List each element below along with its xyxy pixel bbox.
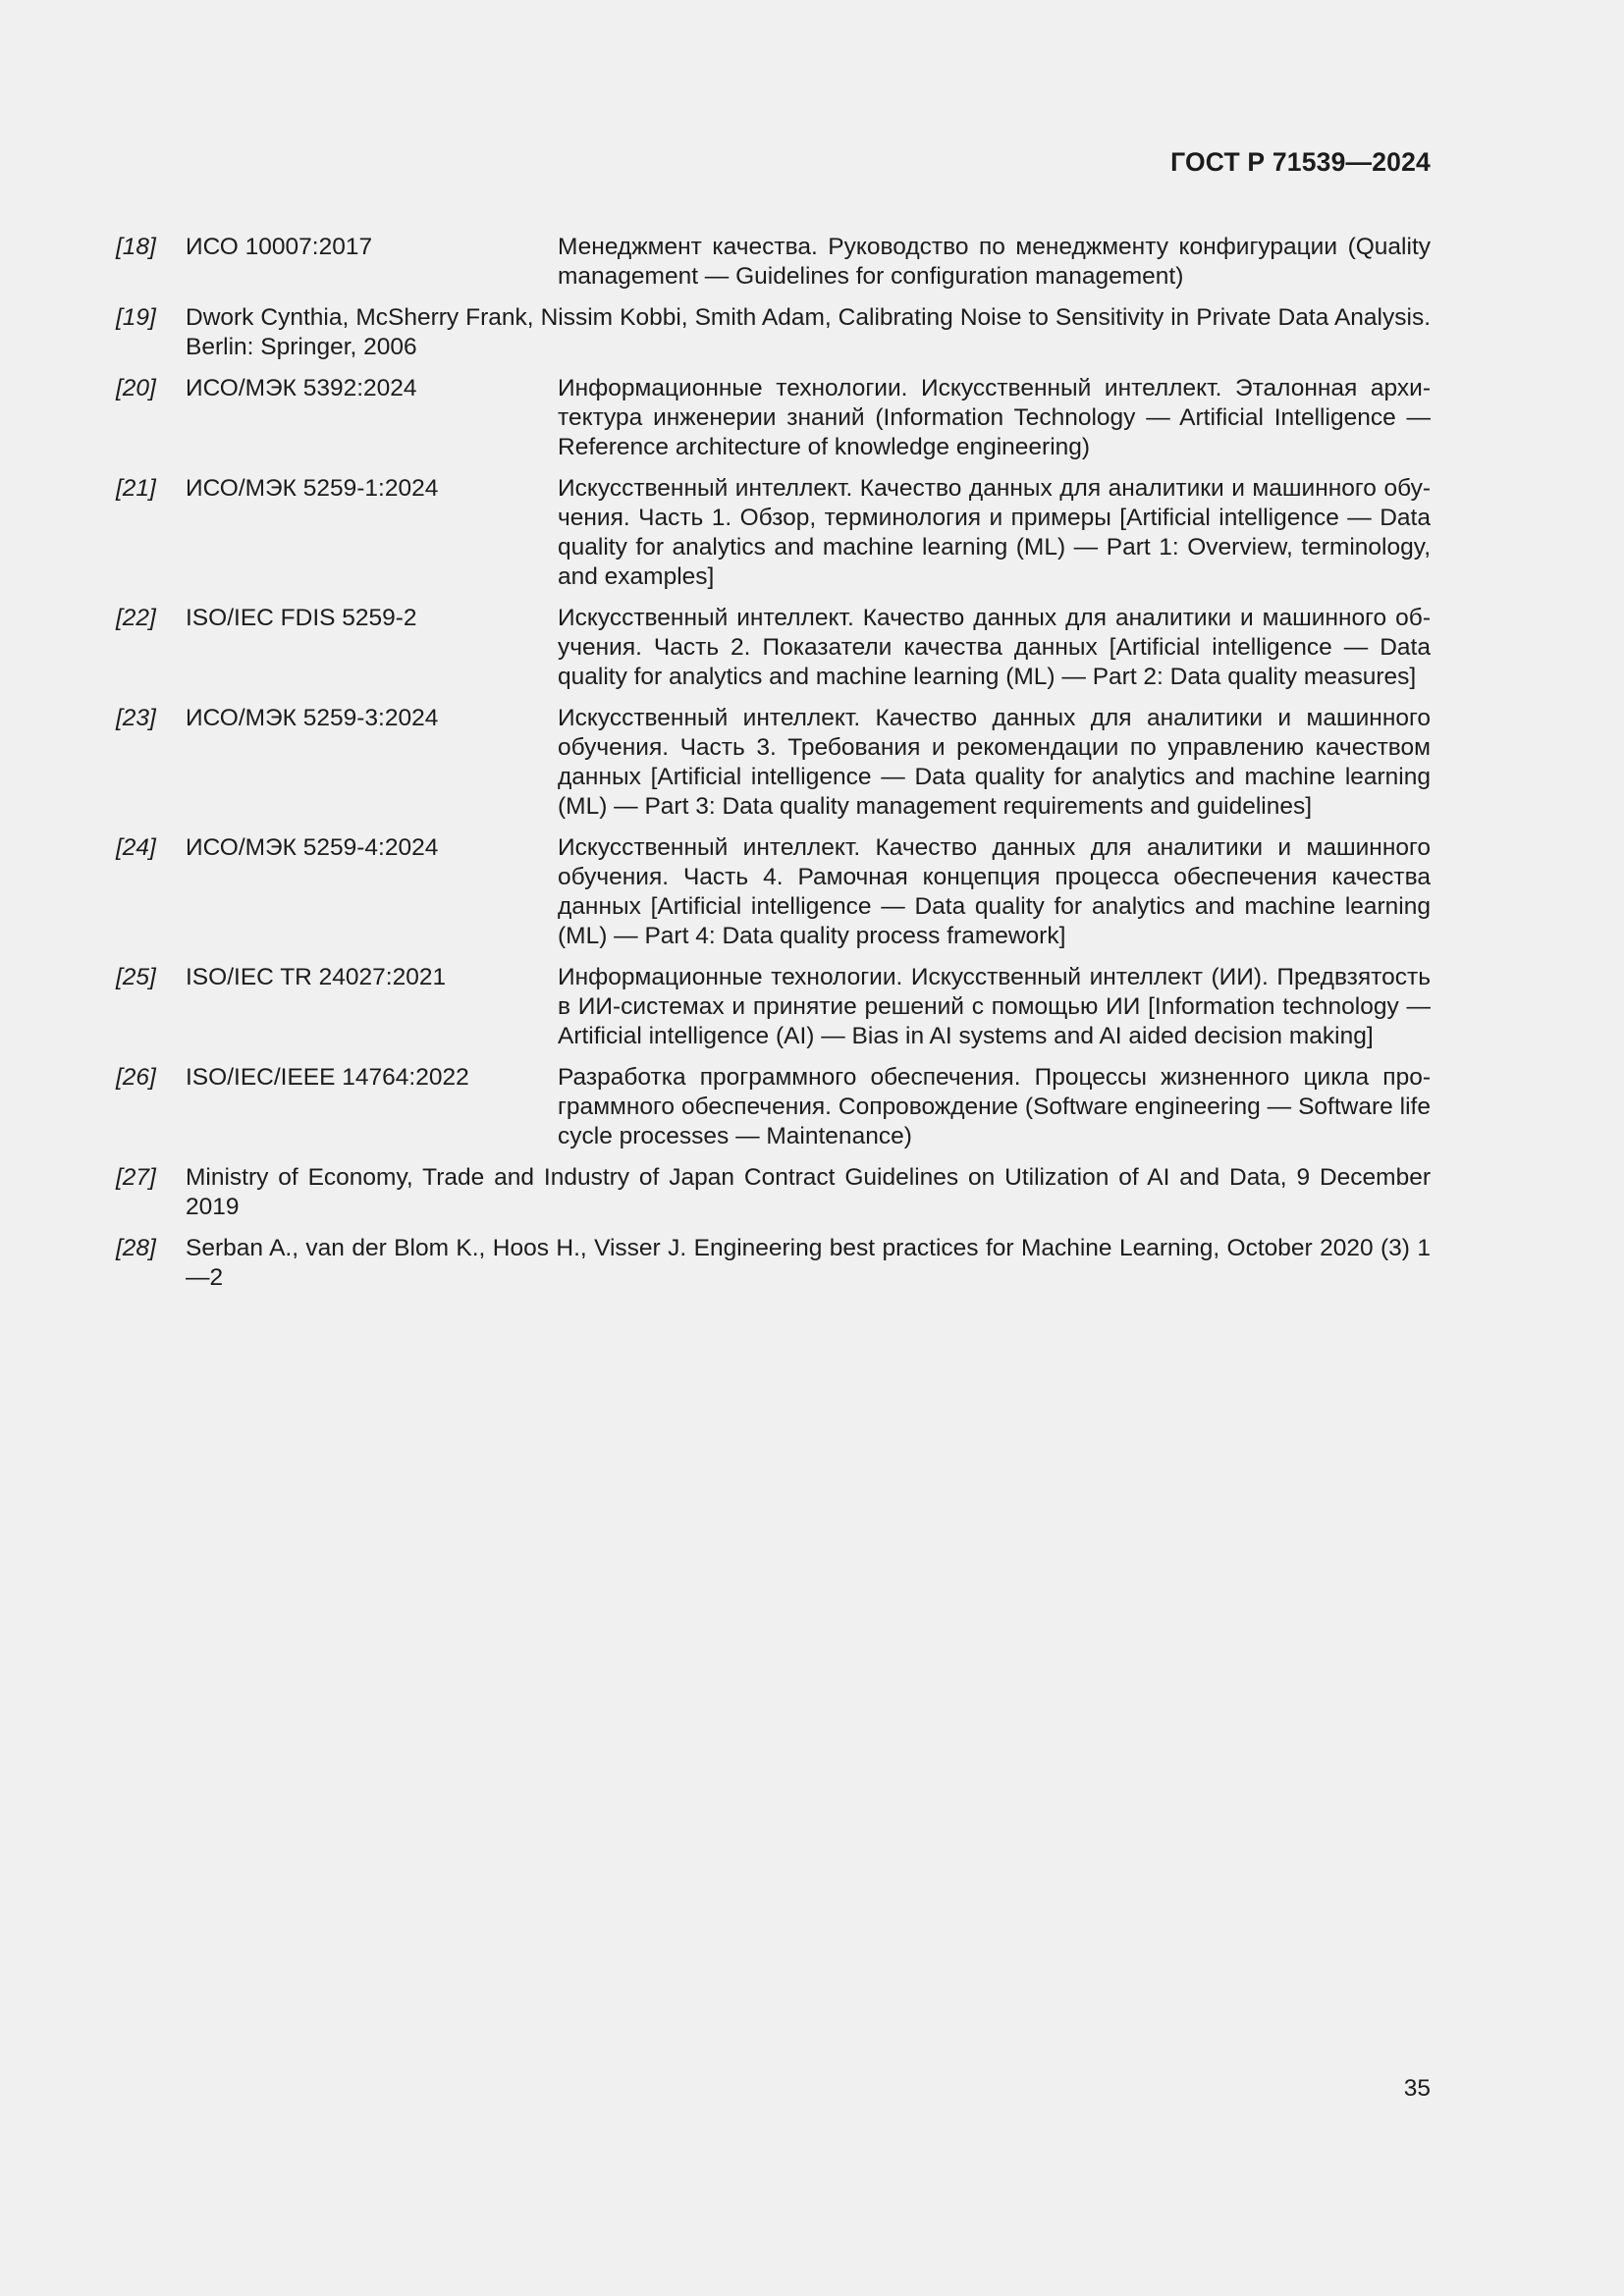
reference-22	[116, 604, 1431, 692]
reference-title: Менеджмент качества. Руководство по менеджменту конфигурации (Quality management — Guidelines for configuration management)	[558, 234, 1431, 290]
reference-18	[116, 233, 1431, 292]
reference-number: [26]	[116, 1064, 156, 1091]
document-id-header: ГОСТ Р 71539—2024	[1170, 147, 1431, 177]
reference-21	[116, 474, 1431, 592]
reference-code: ISO/IEC TR 24027:2021	[186, 964, 447, 990]
reference-title: Разработка программного обеспечения. Процессы жизненного цикла программного обеспечения. Сопровождение (Software engineering — Software life cycle processes — Maintenance)	[558, 1064, 1431, 1149]
reference-number: [19]	[116, 304, 156, 331]
reference-number: [25]	[116, 964, 156, 990]
reference-code: ИСО 10007:2017	[186, 234, 373, 260]
reference-number: [28]	[116, 1235, 156, 1261]
reference-26	[116, 1063, 1431, 1151]
reference-title: Информационные технологии. Искусственный интеллект. Эталонная архитектура инженерии знаний (Information Technology — Artificial Intelligence — Reference architecture of knowledge engineering)	[558, 375, 1431, 460]
reference-25	[116, 963, 1431, 1051]
reference-number: [20]	[116, 375, 156, 401]
reference-title: Информационные технологии. Искусственный интеллект (ИИ). Предвзятость в ИИ-системах и принятие решений с помощью ИИ [Information technology — Artificial intelligence (AI) — Bias in AI systems and AI aided decision making]	[558, 964, 1431, 1049]
reference-number: [27]	[116, 1164, 156, 1191]
reference-code: ISO/IEC FDIS 5259-2	[186, 605, 417, 631]
reference-code: ISO/IEC/IEEE 14764:2022	[186, 1064, 469, 1091]
reference-code: ИСО/МЭК 5259-1:2024	[186, 475, 439, 502]
reference-code: ИСО/МЭК 5392:2024	[186, 375, 417, 401]
document-page	[116, 0, 1431, 2296]
bibliography-list	[116, 233, 1431, 1305]
reference-title: Искусственный интеллект. Качество данных для аналитики и машинного обучения. Часть 1. Обзор, терминология и примеры [Artificial intelligence — Data quality for analytics and machine learning (ML) — Part 1: Overview, terminology, and examples]	[558, 475, 1431, 590]
reference-code: ИСО/МЭК 5259-4:2024	[186, 834, 439, 861]
reference-title: Искусственный интеллект. Качество данных для аналитики и машинного обучения. Часть 3. Требования и рекомендации по управлению качеством данных [Artificial intelligence — Data quality for analytics and machine learning (ML) — Part 3: Data quality management requirements and guidelines]	[558, 705, 1431, 820]
page-number: 35	[1403, 2075, 1431, 2102]
reference-text: Dwork Cynthia, McSherry Frank, Nissim Kobbi, Smith Adam, Calibrating Noise to Sensitivity in Private Data Analysis. Berlin: Springer, 2006	[186, 304, 1431, 360]
reference-23	[116, 704, 1431, 822]
reference-19	[116, 303, 1431, 362]
reference-number: [22]	[116, 605, 156, 631]
reference-title: Искусственный интеллект. Качество данных для аналитики и машинного обучения. Часть 2. Показатели качества данных [Artificial intelligence — Data quality for analytics and machine learning (ML) — Part 2: Data quality measures]	[558, 605, 1431, 690]
reference-code: ИСО/МЭК 5259-3:2024	[186, 705, 439, 731]
reference-number: [24]	[116, 834, 156, 861]
reference-27	[116, 1163, 1431, 1222]
reference-text: Serban A., van der Blom K., Hoos H., Visser J. Engineering best practices for Machine Learning, October 2020 (3) 1—2	[186, 1235, 1431, 1291]
reference-number: [21]	[116, 475, 156, 502]
reference-text: Ministry of Economy, Trade and Industry of Japan Contract Guidelines on Utilization of AI and Data, 9 December 2019	[186, 1164, 1431, 1220]
reference-number: [23]	[116, 705, 156, 731]
reference-20	[116, 374, 1431, 462]
reference-24	[116, 833, 1431, 951]
reference-title: Искусственный интеллект. Качество данных для аналитики и машинного обучения. Часть 4. Рамочная концепция процесса обеспечения качества данных [Artificial intelligence — Data quality for analytics and machine learning (ML) — Part 4: Data quality process framework]	[558, 834, 1431, 949]
reference-number: [18]	[116, 234, 156, 260]
reference-28	[116, 1234, 1431, 1293]
